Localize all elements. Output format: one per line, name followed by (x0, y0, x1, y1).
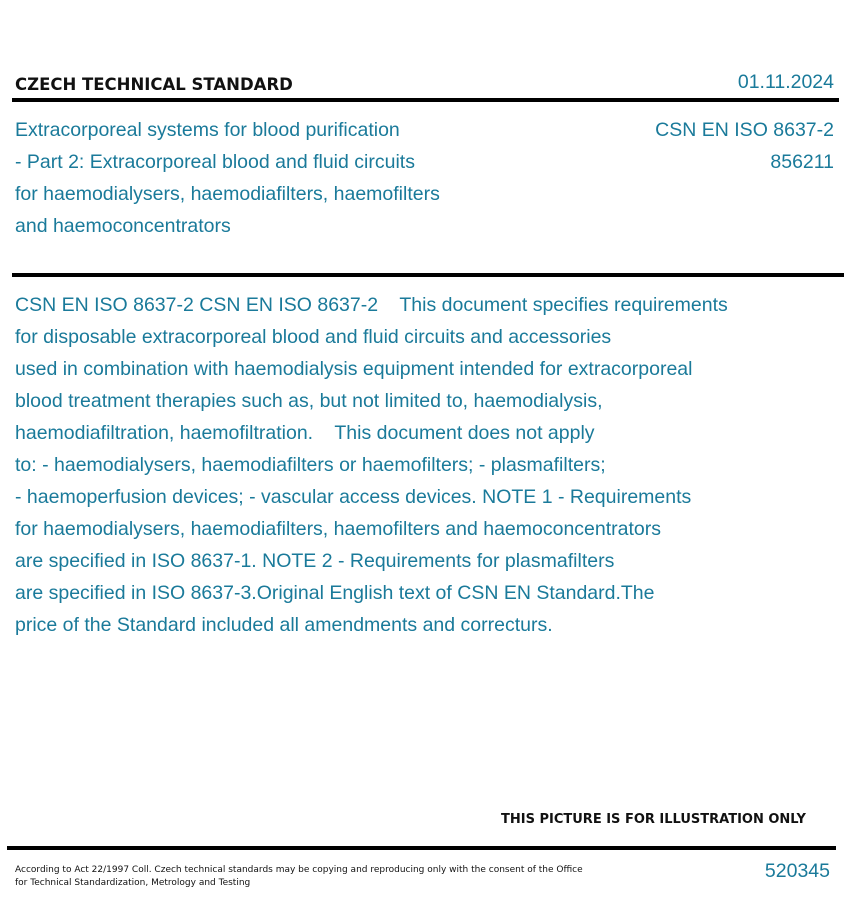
catalog-number: 856211 (770, 151, 834, 173)
standard-description (15, 289, 845, 641)
description-line: are specified in ISO 8637-3.Original English text of CSN EN Standard.The (15, 582, 655, 604)
title-divider (12, 273, 844, 277)
description-line: for disposable extracorporeal blood and fluid circuits and accessories (15, 326, 612, 348)
title-line: for haemodialysers, haemodiafilters, haemofilters (15, 183, 440, 205)
standard-reference (655, 114, 834, 178)
title-line: Extracorporeal systems for blood purification (15, 119, 400, 141)
legal-line: According to Act 22/1997 Coll. Czech technical standards may be copying and reproducing only with the consent of the Office (15, 865, 583, 875)
document-type-label: CZECH TECHNICAL STANDARD (15, 75, 293, 94)
title-line: - Part 2: Extracorporeal blood and fluid circuits (15, 151, 415, 173)
description-line: price of the Standard included all amendments and correcturs. (15, 614, 553, 636)
description-line: used in combination with haemodialysis equipment intended for extracorporeal (15, 358, 693, 380)
header-divider (12, 98, 839, 102)
illustration-note: THIS PICTURE IS FOR ILLUSTRATION ONLY (501, 812, 806, 827)
description-line: are specified in ISO 8637-1. NOTE 2 - Requirements for plasmafilters (15, 550, 615, 572)
standard-number: CSN EN ISO 8637-2 (655, 119, 834, 141)
description-line: to: - haemodialysers, haemodiafilters or haemofilters; - plasmafilters; (15, 454, 606, 476)
description-line: for haemodialysers, haemodiafilters, haemofilters and haemoconcentrators (15, 518, 661, 540)
title-line: and haemoconcentrators (15, 215, 231, 237)
description-line: haemodiafiltration, haemofiltration. This document does not apply (15, 422, 595, 444)
legal-notice (15, 864, 615, 890)
description-line: blood treatment therapies such as, but not limited to, haemodialysis, (15, 390, 603, 412)
standard-title (15, 114, 555, 242)
description-line: - haemoperfusion devices; - vascular access devices. NOTE 1 - Requirements (15, 486, 692, 508)
legal-line: for Technical Standardization, Metrology and Testing (15, 878, 251, 888)
description-line: CSN EN ISO 8637-2 CSN EN ISO 8637-2 This document specifies requirements (15, 294, 728, 316)
publication-date: 01.11.2024 (737, 71, 834, 93)
footer-divider (7, 846, 836, 850)
document-code: 520345 (764, 860, 830, 882)
